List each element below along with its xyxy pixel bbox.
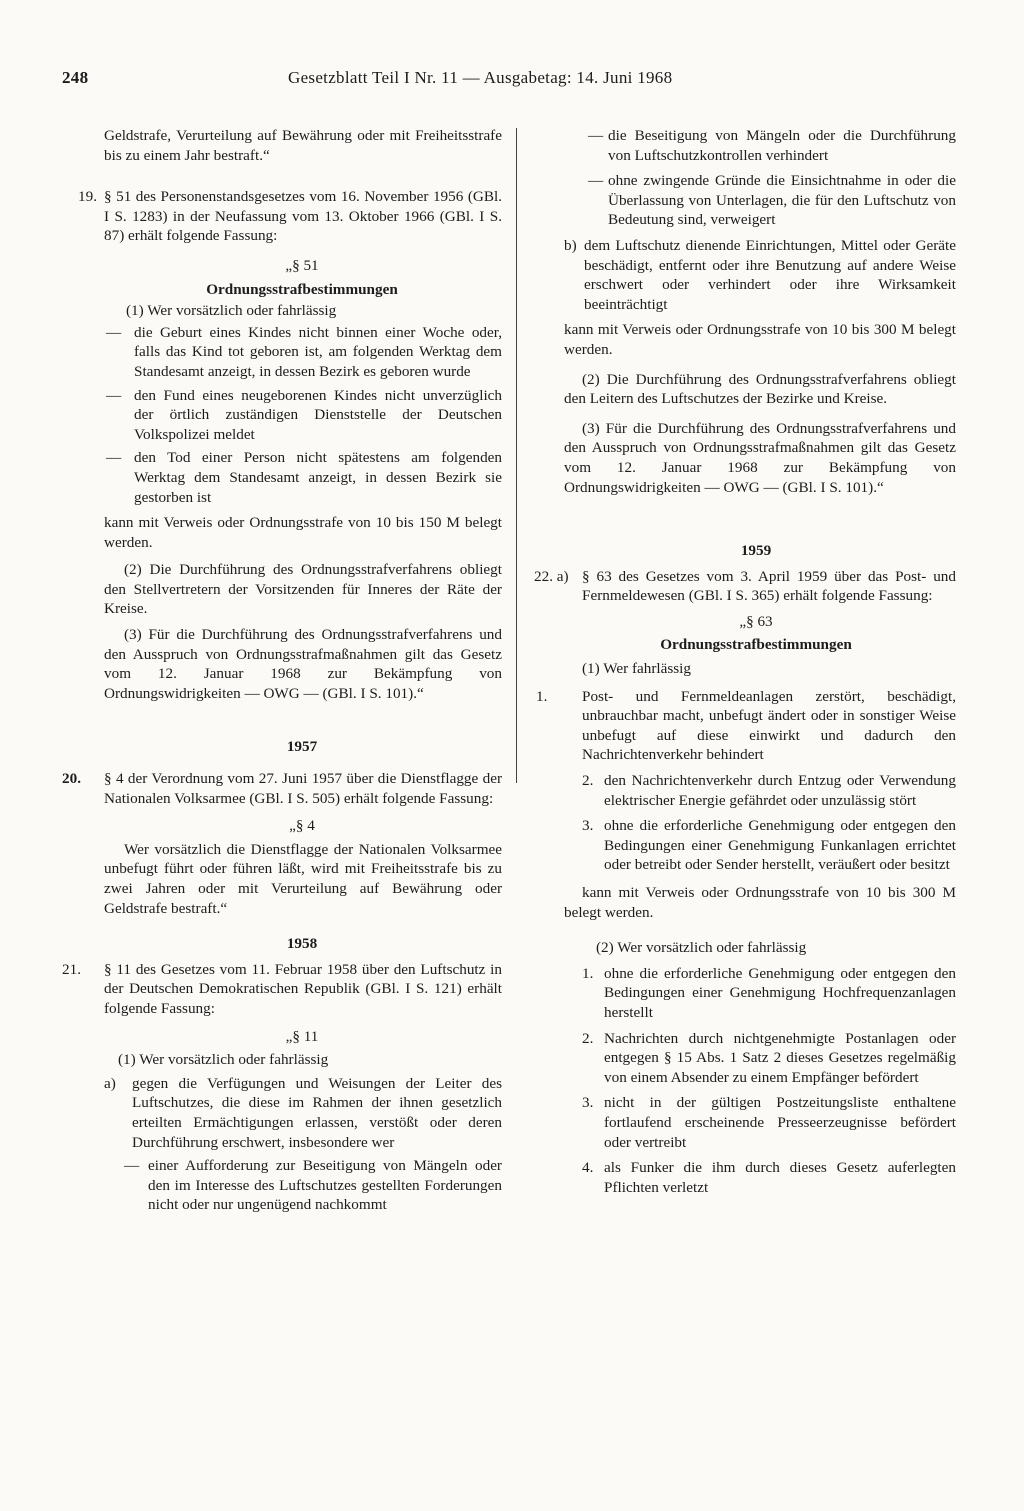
item-19 [62, 187, 502, 246]
dash-text: die Beseitigung von Mängeln oder die Durchführung von Luftschutzkontrollen verhindert [608, 127, 956, 164]
dash-item [62, 448, 502, 507]
dash-text: den Fund eines neugeborenen Kindes nicht unverzüglich der örtlich zuständigen Dienststelle der Deutschen Volkspolizei meldet [134, 386, 502, 443]
sub-text: gegen die Verfügungen und Weisungen der Leiter des Luftschutzes, die diese im Rahmen der ihnen gesetzlich erteilten Ermächtigungen erlassen, verstößt oder deren Durchführung erschwert, insbesondere wer [132, 1074, 502, 1151]
section-label: „§ 4 [289, 817, 315, 835]
sub-item-b [536, 236, 956, 314]
section-heading: Ordnungsstrafbestimmungen [206, 280, 398, 298]
numbered-item [536, 687, 956, 765]
item-text: § 51 des Personenstandsgesetzes vom 16. November 1956 (GBl. I S. 1283) in der Neufassung vom 13. Oktober 1966 (GBl. I S. 87) erhält folgende Fassung: [104, 188, 502, 245]
item-marker: 2. [582, 772, 594, 790]
numbered-item [536, 1158, 956, 1197]
item-text: ohne die erforderliche Genehmigung oder entgegen den Bedingungen einer Genehmigung Funkanlagen errichtet oder betreibt oder Sender herstellt, veräußert oder besitzt [604, 817, 956, 874]
section-label: „§ 11 [285, 1027, 319, 1045]
dash-text: die Geburt eines Kindes nicht binnen einer Woche oder, falls das Kind tot geboren ist, am folgenden Werktag dem Standesamt anzeigt, in dessen Bezirk es geboren wurde [134, 323, 502, 380]
item-number: 19. [78, 188, 97, 206]
year-heading: 1957 [286, 738, 318, 756]
item-text: § 11 des Gesetzes vom 11. Februar 1958 über den Luftschutz in der Deutschen Demokratischen Republik (GBl. I S. 121) erhält folgende Fassung: [104, 960, 502, 1017]
item-text: nicht in der gültigen Postzeitungsliste enthaltene fortlaufend erscheinende Presseerzeugnisse befördert oder vertreibt [604, 1094, 956, 1151]
dash-item [536, 126, 956, 165]
item-text: § 4 der Verordnung vom 27. Juni 1957 über die Dienstflagge der Nationalen Volksarmee (GBl. I S. 505) erhält folgende Fassung: [104, 770, 502, 807]
left-column [62, 126, 502, 1215]
item-marker: 4. [582, 1159, 594, 1177]
item-21 [62, 960, 502, 1019]
continuation-text: Geldstrafe, Verurteilung auf Bewährung oder mit Freiheitsstrafe bis zu einem Jahr bestraft.“ [104, 127, 502, 164]
dash-item [62, 386, 502, 445]
dash-marker: — [588, 172, 604, 190]
paragraph-2: (2) Wer vorsätzlich oder fahrlässig [596, 939, 807, 957]
penalty-text: kann mit Verweis oder Ordnungsstrafe von 10 bis 300 M belegt werden. [564, 321, 956, 358]
item-text: Post- und Fernmeldeanlagen zerstört, beschädigt, unbrauchbar macht, unbefugt ändert oder in sonstiger Weise unbefugt auf diese einwirkt und dadurch den Nachrichtenverkehr behindert [582, 687, 956, 764]
paragraph-2: (2) Die Durchführung des Ordnungsstrafverfahrens obliegt den Stellvertretern der Vorsitzenden für Inneres der Räte der Kreise. [104, 561, 502, 618]
paragraph-3: (3) Für die Durchführung des Ordnungsstrafverfahrens und den Ausspruch von Ordnungsstrafmaßnahmen gilt das Gesetz vom 12. Januar 1968 zur Bekämpfung von Ordnungswidrigkeiten — OWG — (GBl. I S. 101).“ [564, 419, 956, 496]
sub-marker: b) [564, 236, 577, 254]
item-number: 22. a) [534, 567, 569, 585]
sub-item-a [62, 1074, 502, 1152]
paragraph-3: (3) Für die Durchführung des Ordnungsstrafverfahrens und den Ausspruch von Ordnungsstrafmaßnahmen gilt das Gesetz vom 12. Januar 1968 zur Bekämpfung von Ordnungswidrigkeiten — OWG — (GBl. I S. 101).“ [104, 626, 502, 702]
paragraph-1: (1) Wer fahrlässig [582, 660, 691, 678]
dash-marker: — [106, 449, 122, 467]
item-22 [534, 567, 956, 606]
penalty-text: kann mit Verweis oder Ordnungsstrafe von 10 bis 300 M belegt werden. [564, 884, 956, 921]
numbered-item [536, 771, 956, 810]
page-header [62, 68, 962, 88]
sub-marker: a) [104, 1074, 116, 1092]
dash-marker: — [106, 386, 122, 404]
column-divider [516, 128, 517, 783]
numbered-item [536, 964, 956, 1023]
item-number: 21. [62, 960, 81, 978]
item-marker: 2. [582, 1029, 594, 1047]
item-marker: 3. [582, 817, 594, 835]
item-text: als Funker die ihm durch dieses Gesetz auferlegten Pflichten verletzt [604, 1159, 956, 1196]
item-marker: 3. [582, 1094, 594, 1112]
penalty-text: kann mit Verweis oder Ordnungsstrafe von 10 bis 150 M belegt werden. [104, 514, 502, 551]
section-heading: Ordnungsstrafbestimmungen [660, 636, 852, 654]
page-number: 248 [62, 68, 89, 87]
dash-text: ohne zwingende Gründe die Einsichtnahme in oder die Überlassung von Unterlagen, die für den Luftschutz von Bedeutung sind, verweigert [608, 172, 956, 229]
dash-text: einer Aufforderung zur Beseitigung von Mängeln oder den im Interesse des Luftschutzes gestellten Forderungen nicht oder nur ungenügend nachkommt [148, 1157, 502, 1214]
right-column [536, 126, 956, 1197]
item-text: den Nachrichtenverkehr durch Entzug oder Verwendung elektrischer Energie gefährdet oder unzulässig stört [604, 772, 956, 809]
sub-text: dem Luftschutz dienende Einrichtungen, Mittel oder Geräte beschädigt, entfernt oder ihre Benutzung auf andere Weise erschwert oder verhindert oder ihre Wirksamkeit beeinträchtigt [584, 236, 956, 313]
page-title: Gesetzblatt Teil I Nr. 11 — Ausgabetag: 14. Juni 1968 [288, 68, 673, 87]
dash-marker: — [106, 323, 122, 341]
item-number: 20. [62, 770, 81, 788]
dash-text: den Tod einer Person nicht spätestens am folgenden Werktag dem Standesamt anzeigt, in dessen Bezirk sie gestorben ist [134, 449, 502, 506]
item-text: ohne die erforderliche Genehmigung oder entgegen den Bedingungen einer Genehmigung Hochfrequenzanlagen herstellt [604, 964, 956, 1021]
numbered-item [536, 1029, 956, 1088]
dash-marker: — [124, 1157, 140, 1175]
item-text: Nachrichten durch nichtgenehmigte Postanlagen oder entgegen § 15 Abs. 1 Satz 2 dieses Gesetzes regelmäßig von einem Absender zu einem Empfänger befördert [604, 1029, 956, 1086]
numbered-item [536, 816, 956, 875]
year-heading: 1958 [286, 935, 318, 953]
paragraph-1: (1) Wer vorsätzlich oder fahrlässig [118, 1051, 329, 1069]
section-label: „§ 63 [739, 612, 773, 630]
dash-item [536, 171, 956, 230]
paragraph-1: (1) Wer vorsätzlich oder fahrlässig [126, 302, 337, 320]
item-marker: 1. [582, 964, 594, 982]
item-20 [62, 769, 502, 808]
paragraph-2: (2) Die Durchführung des Ordnungsstrafverfahrens obliegt den Leitern des Luftschutzes der Bezirke und Kreise. [564, 370, 956, 408]
section-body: Wer vorsätzlich die Dienstflagge der Nationalen Volksarmee unbefugt führt oder führen läßt, wird mit Freiheitsstrafe bis zu zwei Jahren oder mit Verurteilung auf Bewährung oder Geldstrafe bestraft.“ [104, 840, 502, 917]
dash-item [62, 1156, 502, 1215]
item-text: § 63 des Gesetzes vom 3. April 1959 über das Post- und Fernmeldewesen (GBl. I S. 365) erhält folgende Fassung: [582, 567, 956, 605]
year-heading: 1959 [740, 542, 772, 560]
item-marker: 1. [536, 687, 548, 705]
dash-marker: — [588, 127, 604, 144]
dash-item [62, 323, 502, 382]
section-label: „§ 51 [285, 256, 319, 274]
numbered-item [536, 1093, 956, 1152]
